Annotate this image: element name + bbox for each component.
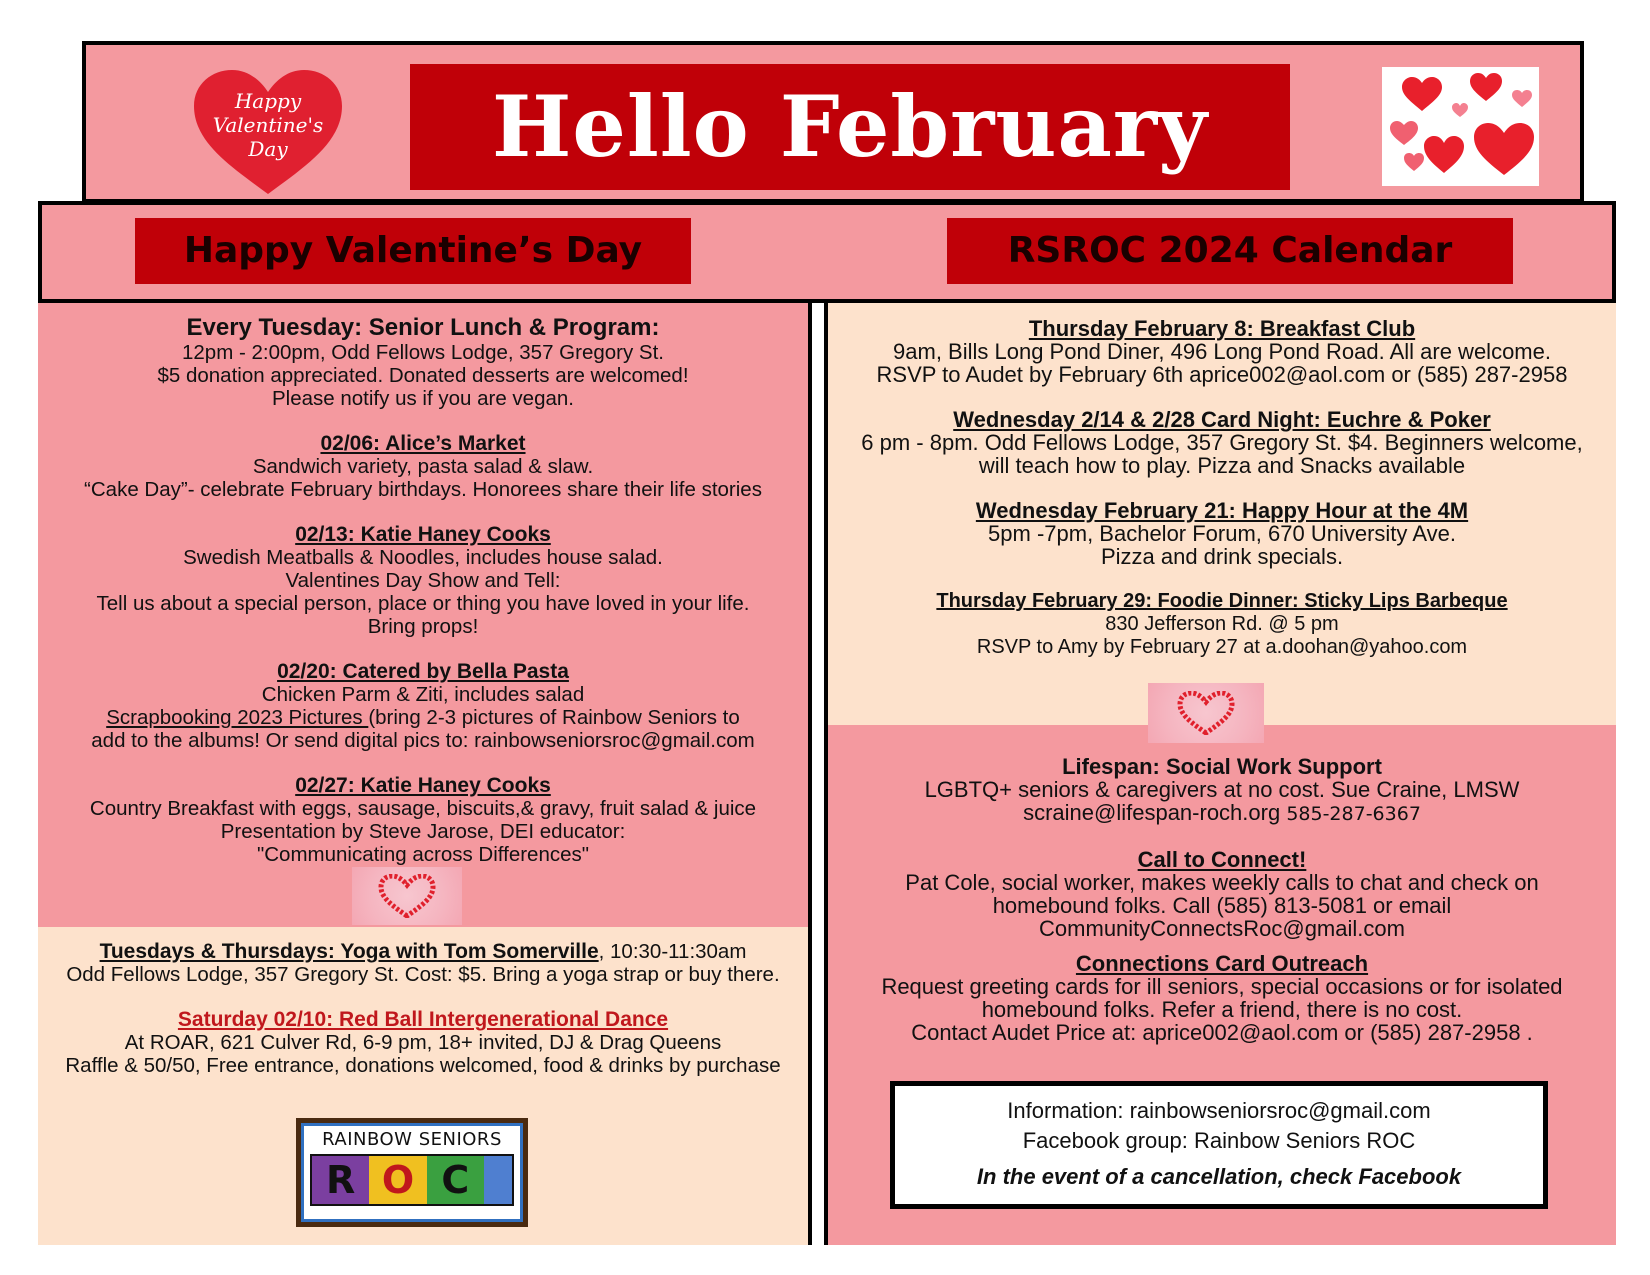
event-line: Chicken Parm & Ziti, includes salad (261, 683, 585, 706)
logo-letter-o: O (381, 1158, 415, 1202)
scrapbooking-link[interactable]: Scrapbooking 2023 Pictures (106, 706, 369, 729)
column-divider (808, 303, 828, 1245)
dance-line: At ROAR, 621 Culver Rd, 6-9 pm, 18+ invited, DJ & Drag Queens (124, 1031, 722, 1054)
valentines-heart-badge (190, 66, 346, 198)
heart-text-line2: Valentine's (212, 113, 324, 137)
yoga-line (40, 940, 806, 963)
yoga-title: Tuesdays & Thursdays: Yoga with Tom Somerville (99, 940, 599, 963)
tuesday-line: $5 donation appreciated. Donated desserts are welcomed! (157, 364, 689, 387)
event-title: 02/20: Catered by Bella Pasta (277, 660, 569, 683)
right-section-header (947, 218, 1513, 284)
call-line: homebound folks. Call (585) 813-5081 or email (992, 893, 1452, 918)
lifespan-contact (830, 801, 1614, 826)
event-line: “Cake Day”- celebrate February birthdays. Honorees share their life stories (84, 478, 762, 501)
scrapbook-line (40, 706, 806, 729)
event-line: Valentines Day Show and Tell: (285, 569, 561, 592)
right-section-title: RSROC 2024 Calendar (1007, 230, 1453, 271)
lifespan-line: LGBTQ+ seniors & caregivers at no cost. Sue Craine, LMSW (924, 777, 1520, 802)
lifespan-email[interactable]: scraine@lifespan-roch.org (1023, 800, 1287, 825)
heart-icon (1404, 153, 1424, 171)
page-title: Hello February (492, 77, 1208, 176)
event-line: RSVP to Audet by February 6th aprice002@aol.com or (585) 287-2958 (876, 362, 1568, 387)
left-column-content (40, 314, 806, 866)
logo-top-text: RAINBOW SENIORS (322, 1129, 502, 1150)
event-line: 830 Jefferson Rd. @ 5 pm (1105, 613, 1339, 635)
heart-icon (1180, 693, 1232, 733)
cards-line: Request greeting cards for ill seniors, special occasions or for isolated (881, 974, 1563, 999)
info-facebook: Facebook group: Rainbow Seniors ROC (1022, 1128, 1416, 1153)
tuesday-line: Please notify us if you are vegan. (272, 387, 574, 410)
dance-title: Saturday 02/10: Red Ball Intergenerational Dance (177, 1008, 669, 1031)
event-title: Thursday February 29: Foodie Dinner: Sticky Lips Barbeque (936, 590, 1508, 612)
cards-line: Contact Audet Price at: aprice002@aol.com or (585) 287-2958 . (911, 1020, 1533, 1045)
event-line: Bring props! (367, 615, 479, 638)
heart-icon (1424, 136, 1464, 173)
rainbow-seniors-logo (296, 1118, 528, 1227)
heart-icon (1390, 121, 1418, 145)
heart-text-line3: Day (248, 137, 288, 161)
logo-letter-r: R (326, 1158, 356, 1202)
info-cancellation: In the event of a cancellation, check Facebook (976, 1164, 1462, 1189)
cards-line: homebound folks. Refer a friend, there is no cost. (981, 997, 1463, 1022)
event-title: 02/27: Katie Haney Cooks (295, 774, 551, 797)
info-email: Information: rainbowseniorsroc@gmail.com (1007, 1098, 1431, 1123)
call-line: Pat Cole, social worker, makes weekly calls to chat and check on (905, 870, 1539, 895)
cards-title: Connections Card Outreach (1075, 951, 1369, 976)
event-title: Wednesday 2/14 & 2/28 Card Night: Euchre & Poker (953, 407, 1491, 432)
event-line: 6 pm - 8pm. Odd Fellows Lodge, 357 Gregory St. $4. Beginners welcome, (861, 430, 1583, 455)
tuesday-line: 12pm - 2:00pm, Odd Fellows Lodge, 357 Gregory St. (181, 341, 664, 364)
scrapbook-text: (bring 2-3 pictures of Rainbow Seniors to (368, 706, 740, 729)
call-title: Call to Connect! (1137, 847, 1307, 872)
yoga-line2: Odd Fellows Lodge, 357 Gregory St. Cost: $5. Bring a yoga strap or buy there. (66, 963, 780, 986)
event-line: "Communicating across Differences" (256, 843, 590, 866)
heart-image-left (352, 867, 462, 925)
event-line: Sandwich variety, pasta salad & slaw. (252, 455, 594, 478)
hearts-image (1382, 67, 1539, 186)
event-title: Thursday February 8: Breakfast Club (1028, 316, 1416, 341)
event-line: will teach how to play. Pizza and Snacks available (978, 453, 1466, 478)
left-section-header (135, 218, 691, 284)
heart-icon (1474, 123, 1534, 175)
logo-letter-c: C (441, 1158, 470, 1202)
lifespan-phone: 585-287-6367 (1286, 803, 1421, 825)
event-line: 9am, Bills Long Pond Diner, 496 Long Pond Road. All are welcome. (893, 339, 1551, 364)
event-line: Tell us about a special person, place or thing you have loved in your life. (96, 592, 750, 615)
event-line: Country Breakfast with eggs, sausage, biscuits,& gravy, fruit salad & juice (89, 797, 757, 820)
event-title: 02/06: Alice’s Market (320, 432, 526, 455)
dance-line: Raffle & 50/50, Free entrance, donations welcomed, food & drinks by purchase (65, 1054, 781, 1077)
event-line: RSVP to Amy by February 27 at a.doohan@yahoo.com (976, 636, 1468, 658)
event-line: 5pm -7pm, Bachelor Forum, 670 University Ave. (988, 521, 1456, 546)
lifespan-title: Lifespan: Social Work Support (1062, 754, 1382, 779)
tuesday-title: Every Tuesday: Senior Lunch & Program: (186, 314, 660, 341)
heart-icon (1470, 73, 1502, 101)
heart-icon (1512, 90, 1532, 107)
left-bottom-content (40, 940, 806, 1077)
page-title-box (410, 64, 1290, 190)
heart-icon (1402, 77, 1442, 111)
event-title: 02/13: Katie Haney Cooks (295, 523, 551, 546)
event-line: Pizza and drink specials. (1100, 544, 1344, 569)
yoga-time: , 10:30-11:30am (598, 940, 747, 963)
event-title: Wednesday February 21: Happy Hour at the 4M (975, 498, 1469, 523)
left-section-title: Happy Valentine’s Day (183, 230, 643, 271)
heart-icon (381, 876, 433, 916)
right-column-content (830, 317, 1614, 659)
heart-text-line1: Happy (234, 89, 302, 113)
heart-icon (1452, 103, 1468, 117)
right-bottom-content (830, 755, 1614, 1044)
heart-image-right (1148, 683, 1264, 743)
event-line: Presentation by Steve Jarose, DEI educator: (220, 820, 626, 843)
event-line: Swedish Meatballs & Noodles, includes house salad. (183, 546, 663, 569)
event-line: add to the albums! Or send digital pics to: rainbowseniorsroc@gmail.com (91, 729, 755, 752)
info-box (890, 1081, 1548, 1209)
call-line: CommunityConnectsRoc@gmail.com (1039, 916, 1405, 941)
